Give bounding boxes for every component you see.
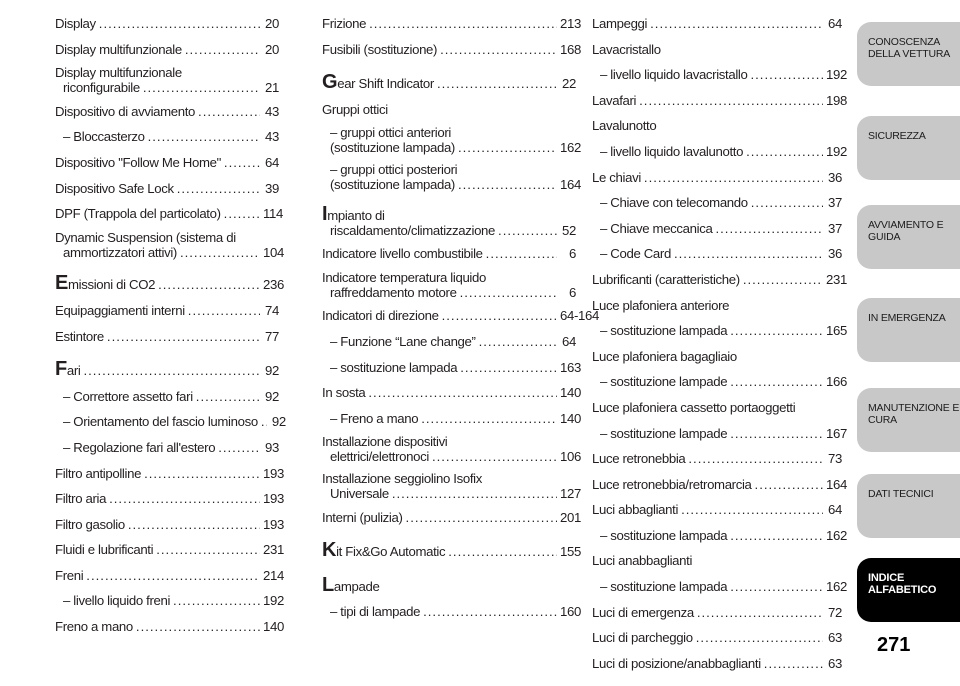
- section-initial-letter: I: [322, 202, 328, 225]
- index-page-number: 167: [826, 425, 847, 441]
- index-entry-label: Luce plafoniera cassetto portaoggetti: [592, 399, 796, 415]
- index-entry: [322, 125, 581, 162]
- dot-leader: [261, 412, 267, 431]
- index-entry: [592, 168, 842, 194]
- index-entry-label: – sostituzione lampada: [600, 323, 728, 339]
- section-initial-letter: E: [55, 272, 68, 295]
- index-entry-label: Luce plafoniera anteriore: [592, 297, 730, 313]
- index-page-number: 63: [828, 655, 842, 671]
- dot-leader: [715, 219, 823, 238]
- index-entry: [55, 617, 284, 643]
- index-entry: [55, 489, 284, 515]
- dot-leader: [644, 168, 823, 187]
- index-entry: [322, 434, 581, 471]
- index-entry-label: [55, 274, 155, 294]
- index-page-number: 140: [263, 619, 284, 635]
- index-entry-label: Filtro gasolio: [55, 516, 125, 532]
- index-page-number: 64-164: [560, 308, 599, 324]
- index-entry: [322, 383, 581, 409]
- dot-leader: [696, 628, 823, 647]
- index-entry-label: – sostituzione lampada: [600, 579, 728, 595]
- dot-leader: [730, 577, 823, 596]
- dot-leader: [639, 91, 823, 110]
- dot-leader: [224, 204, 260, 223]
- index-entry-label: [55, 360, 80, 380]
- index-entry: [592, 551, 842, 577]
- index-entry-label: Installazione dispositivi: [322, 434, 448, 450]
- index-entry-label: Dispositivo Safe Lock: [55, 180, 174, 196]
- index-entry-label: Filtro aria: [55, 491, 107, 507]
- index-entry: [55, 102, 279, 128]
- index-entry-label: Universale: [330, 485, 389, 501]
- index-page-number: 213: [560, 16, 581, 31]
- index-entry: [592, 270, 847, 296]
- index-entry-label: Fusibili (sostituzione): [322, 41, 438, 57]
- index-entry-label: – livello liquido freni: [63, 593, 171, 609]
- section-tab-sicurezza[interactable]: [857, 116, 960, 180]
- section-initial-letter: K: [322, 539, 337, 562]
- dot-leader: [224, 153, 260, 172]
- index-entry: [55, 540, 284, 566]
- index-entry-label: Lampeggi: [592, 16, 648, 31]
- index-page-number: 43: [265, 103, 279, 119]
- section-tab-conoscenza-della-vettura[interactable]: [857, 22, 960, 86]
- dot-leader: [442, 306, 557, 325]
- dot-leader: [83, 361, 260, 380]
- index-entry-label: – Chiave con telecomando: [600, 195, 748, 211]
- index-page-number: 21: [265, 80, 279, 96]
- index-page-number: 192: [826, 67, 847, 83]
- dot-leader: [674, 244, 823, 263]
- dot-leader: [730, 424, 823, 443]
- index-entry-label: – sostituzione lampada: [330, 359, 458, 375]
- page-number: 271: [877, 634, 911, 656]
- index-entry: [592, 347, 842, 373]
- index-entry: [55, 360, 279, 387]
- index-entry: [592, 321, 847, 347]
- index-entry: [592, 654, 842, 680]
- index-entry-label: Indicatori di direzione: [322, 308, 439, 324]
- index-entry-label: – gruppi ottici anteriori: [330, 125, 451, 141]
- index-page-number: 201: [560, 509, 581, 525]
- index-entry-label: DPF (Trappola del particolato): [55, 206, 221, 222]
- index-entry: [55, 412, 286, 438]
- index-entry-label: Fluidi e lubrificanti: [55, 542, 154, 558]
- index-entry-label: (sostituzione lampada): [330, 176, 455, 192]
- index-entry-label: Lavafari: [592, 92, 637, 108]
- dot-leader: [188, 301, 260, 320]
- index-entry: [592, 91, 847, 117]
- dot-leader: [368, 383, 557, 402]
- dot-leader: [743, 270, 823, 289]
- index-entry-label: – Orientamento del fascio luminoso: [63, 414, 258, 430]
- index-page-number: 192: [263, 593, 284, 609]
- index-column-2: [322, 14, 599, 628]
- index-page-number: 104: [263, 244, 284, 260]
- index-entry-label: Interni (pulizia): [322, 509, 403, 525]
- dot-leader: [148, 127, 260, 146]
- section-tab-label: AVVIAMENTO E GUIDA: [868, 219, 944, 243]
- index-page-number: 20: [265, 16, 279, 31]
- index-page-number: 36: [828, 246, 842, 262]
- index-page-number: 6: [569, 284, 576, 300]
- index-page-number: 22: [562, 76, 576, 92]
- index-page-number: 39: [265, 180, 279, 196]
- dot-leader: [681, 500, 823, 519]
- dot-leader: [764, 654, 823, 673]
- index-entry: [55, 153, 279, 179]
- dot-leader: [458, 140, 557, 155]
- dot-leader: [421, 409, 557, 428]
- dot-leader: [177, 179, 260, 198]
- index-entry-label: – Freno a mano: [330, 410, 419, 426]
- index-entry-label: – sostituzione lampada: [600, 527, 728, 543]
- index-entry: [322, 470, 581, 508]
- dot-leader: [99, 14, 260, 33]
- index-entry: [55, 591, 284, 617]
- index-entry-label: – Correttore assetto fari: [63, 388, 193, 404]
- index-page-number: 193: [263, 516, 284, 532]
- dot-leader: [730, 526, 823, 545]
- dot-leader: [432, 449, 557, 464]
- dot-leader: [369, 14, 557, 33]
- index-entry-label: Luci di parcheggio: [592, 630, 693, 646]
- dot-leader: [750, 65, 823, 84]
- index-entry-label-rest: missioni di CO2: [68, 277, 156, 293]
- dot-leader: [460, 285, 557, 300]
- index-entry: [322, 161, 581, 199]
- index-page-number: 164: [560, 176, 581, 192]
- index-page-number: 163: [560, 359, 581, 375]
- section-tab-label: DATI TECNICI: [868, 488, 934, 500]
- dot-leader: [173, 591, 260, 610]
- section-sidebar: [857, 0, 960, 686]
- index-entry: [592, 116, 842, 142]
- index-entry: [322, 508, 581, 534]
- dot-leader: [180, 245, 260, 260]
- dot-leader: [423, 602, 557, 621]
- section-tab-label: IN EMERGENZA: [868, 312, 946, 324]
- index-entry-label: [322, 73, 434, 93]
- index-entry: [592, 65, 847, 91]
- index-entry: [55, 14, 279, 40]
- dot-leader: [479, 332, 557, 351]
- index-entry: [592, 296, 842, 322]
- index-page-number: 231: [826, 271, 847, 287]
- index-entry-label: – livello liquido lavacristallo: [600, 67, 748, 83]
- index-page-number: 193: [263, 465, 284, 481]
- index-entry: [55, 515, 284, 541]
- index-page-number: 162: [560, 140, 581, 156]
- index-entry-label-rest: ari: [66, 363, 81, 379]
- index-entry-label: – gruppi ottici posteriori: [330, 161, 458, 177]
- index-page-number: 231: [263, 542, 284, 558]
- index-entry: [592, 372, 847, 398]
- index-entry: [592, 40, 842, 66]
- index-entry-label: raffreddamento motore: [330, 284, 457, 300]
- index-entry: [592, 475, 847, 501]
- section-initial-letter: F: [55, 358, 67, 381]
- index-entry-label: Luci abbaglianti: [592, 502, 679, 518]
- index-entry-label: – livello liquido lavalunotto: [600, 143, 744, 159]
- index-entry-label: riconfigurabile: [63, 80, 140, 96]
- index-entry-label-rest: ampade: [333, 578, 380, 594]
- index-page-number: 236: [263, 277, 284, 293]
- index-entry-label: – sostituzione lampade: [600, 425, 728, 441]
- index-entry-label: Estintore: [55, 328, 104, 344]
- index-entry-label: – tipi di lampade: [330, 604, 421, 620]
- dot-leader: [185, 40, 260, 59]
- index-page-number: 155: [560, 544, 581, 560]
- index-page-number: 52: [562, 222, 576, 238]
- index-entry-label: [322, 202, 385, 225]
- index-page-number: 165: [826, 323, 847, 339]
- index-page-number: 162: [826, 527, 847, 543]
- index-entry-label: Indicatore livello combustibile: [322, 246, 483, 262]
- index-page-number: 127: [560, 485, 581, 501]
- index-entry: [592, 500, 842, 526]
- index-entry: [322, 306, 599, 332]
- index-page-number: 20: [265, 41, 279, 57]
- dot-leader: [751, 193, 823, 212]
- section-initial-letter: L: [322, 573, 334, 596]
- index-entry: [322, 202, 576, 245]
- index-page-number: 37: [828, 195, 842, 211]
- index-entry: [592, 449, 842, 475]
- index-entry: [592, 219, 842, 245]
- index-entry-label: Dispositivo "Follow Me Home": [55, 154, 221, 170]
- index-page-number: 73: [828, 451, 842, 467]
- dot-leader: [156, 540, 260, 559]
- index-entry-label-rest: it Fix&Go Automatic: [336, 544, 446, 560]
- section-tab-label: INDICE ALFABETICO: [868, 572, 937, 596]
- dot-leader: [128, 515, 260, 534]
- section-tab-manutenzione-e-cura[interactable]: [857, 388, 960, 452]
- index-page-number: 6: [569, 246, 576, 262]
- index-column-3: [592, 14, 847, 679]
- index-page-number: 106: [560, 449, 581, 465]
- index-entry-label: [322, 573, 380, 596]
- index-entry: [55, 327, 279, 353]
- index-entry: [592, 193, 842, 219]
- index-entry-label: – Code Card: [600, 246, 671, 262]
- dot-leader: [196, 387, 260, 406]
- index-entry-label: Luce retronebbia/retromarcia: [592, 476, 752, 492]
- index-entry: [55, 204, 283, 230]
- index-entry-label: Luci anabbaglianti: [592, 553, 693, 569]
- dot-leader: [158, 275, 260, 294]
- index-entry-label: Installazione seggiolino Isofix: [322, 470, 482, 486]
- dot-leader: [136, 617, 260, 636]
- index-page-number: 37: [828, 220, 842, 236]
- index-page-number: 164: [826, 476, 847, 492]
- index-entry: [592, 142, 847, 168]
- index-page-number: 77: [265, 328, 279, 344]
- index-page-number: 64: [562, 333, 576, 349]
- index-entry: [55, 464, 284, 490]
- index-page-number: 162: [826, 579, 847, 595]
- section-tab-dati-tecnici[interactable]: [857, 474, 960, 538]
- index-entry: [322, 539, 581, 568]
- index-entry: [55, 40, 279, 66]
- index-page-number: 140: [560, 385, 581, 401]
- index-entry-label: Display: [55, 16, 96, 31]
- dot-leader: [650, 14, 823, 33]
- index-entry-label: Filtro antipolline: [55, 465, 142, 481]
- index-page-number: 198: [826, 92, 847, 108]
- index-entry-label: Le chiavi: [592, 169, 641, 185]
- index-entry: [592, 244, 842, 270]
- index-entry: [592, 577, 847, 603]
- index-entry-label: Luce retronebbia: [592, 451, 686, 467]
- dot-leader: [460, 358, 557, 377]
- index-entry-label: In sosta: [322, 385, 366, 401]
- dot-leader: [697, 603, 823, 622]
- index-page-number: 74: [265, 302, 279, 318]
- index-entry-label: Display multifunzionale: [55, 65, 182, 81]
- section-tab-in-emergenza[interactable]: [857, 298, 960, 362]
- section-tab-label: SICUREZZA: [868, 130, 926, 142]
- index-entry-label: – Funzione “Lane change”: [330, 333, 476, 349]
- index-entry: [592, 14, 842, 40]
- index-entry: [592, 628, 842, 654]
- dot-leader: [218, 438, 260, 457]
- index-entry-label: Freni: [55, 567, 84, 583]
- dot-leader: [392, 486, 557, 501]
- index-entry-label: Luce plafoniera bagagliaio: [592, 348, 737, 364]
- index-entry: [322, 409, 581, 435]
- index-entry: [55, 229, 284, 267]
- section-tab-label: MANUTENZIONE E CURA: [868, 402, 960, 426]
- index-entry: [322, 14, 581, 40]
- index-entry-label: – sostituzione lampade: [600, 374, 728, 390]
- section-tab-avviamento-e-guida[interactable]: [857, 205, 960, 269]
- index-page-number: 192: [826, 143, 847, 159]
- index-page-number: 43: [265, 129, 279, 145]
- index-entry: [322, 602, 581, 628]
- index-entry-label: Dispositivo di avviamento: [55, 103, 196, 119]
- index-page-number: 92: [265, 363, 279, 379]
- index-entry: [55, 179, 279, 205]
- index-page-number: 214: [263, 567, 284, 583]
- index-entry: [55, 301, 279, 327]
- index-page-number: 93: [265, 439, 279, 455]
- index-entry-label: Indicatore temperatura liquido: [322, 269, 486, 285]
- index-page-number: 114: [263, 206, 283, 222]
- index-entry: [55, 387, 279, 413]
- dot-leader: [107, 327, 260, 346]
- index-entry-label: Luci di emergenza: [592, 604, 694, 620]
- index-page-number: 64: [828, 16, 842, 31]
- index-entry: [55, 65, 279, 102]
- index-entry-label: (sostituzione lampada): [330, 140, 455, 156]
- dot-leader: [143, 80, 260, 95]
- index-entry-label: [322, 541, 445, 561]
- index-page-number: 36: [828, 169, 842, 185]
- index-entry-label: Luci di posizione/anabbaglianti: [592, 655, 761, 671]
- index-entry-label: – Bloccasterzo: [63, 129, 145, 145]
- dot-leader: [406, 508, 557, 527]
- index-entry-label: Display multifunzionale: [55, 41, 182, 57]
- dot-leader: [458, 177, 557, 192]
- index-page-number: 168: [560, 41, 581, 57]
- index-entry: [592, 424, 847, 450]
- section-tab-label: CONOSCENZA DELLA VETTURA: [868, 36, 951, 60]
- index-entry: [322, 100, 576, 126]
- index-page-number: 92: [265, 388, 279, 404]
- index-entry-label: Lavalunotto: [592, 118, 657, 134]
- index-entry-label: – Chiave meccanica: [600, 220, 713, 236]
- dot-leader: [198, 102, 260, 121]
- dot-leader: [86, 566, 260, 585]
- index-entry-label: Equipaggiamenti interni: [55, 302, 185, 318]
- index-entry: [322, 358, 581, 384]
- index-entry-label: Frizione: [322, 16, 367, 31]
- index-entry-label: Lubrificanti (caratteristiche): [592, 271, 740, 287]
- index-page-number: 64: [828, 502, 842, 518]
- dot-leader: [755, 475, 823, 494]
- index-entry: [322, 73, 576, 100]
- index-page-number: 64: [265, 154, 279, 170]
- index-entry: [322, 332, 576, 358]
- index-page-number: 140: [560, 410, 581, 426]
- section-tab-indice-alfabetico[interactable]: [857, 558, 960, 622]
- index-page-number: 160: [560, 604, 581, 620]
- dot-leader: [730, 372, 823, 391]
- index-page-number: 72: [828, 604, 842, 620]
- index-entry: [55, 438, 279, 464]
- index-entry-label: Gruppi ottici: [322, 101, 388, 117]
- index-entry-label: – Regolazione fari all'estero: [63, 439, 216, 455]
- index-entry-label: elettrici/elettronoci: [330, 449, 429, 465]
- index-entry: [592, 398, 842, 424]
- dot-leader: [109, 489, 260, 508]
- index-entry-label: Lavacristallo: [592, 41, 661, 57]
- dot-leader: [688, 449, 823, 468]
- index-entry-label: Freno a mano: [55, 619, 133, 635]
- index-entry: [55, 127, 279, 153]
- dot-leader: [486, 244, 557, 263]
- index-page-number: 193: [263, 491, 284, 507]
- index-page-number: 63: [828, 630, 842, 646]
- index-column-1: [55, 14, 286, 643]
- index-entry: [322, 244, 576, 270]
- dot-leader: [437, 74, 557, 93]
- index-page-number: 92: [271, 414, 286, 430]
- dot-leader: [448, 542, 557, 561]
- index-entry: [322, 270, 576, 307]
- index-page-number: 166: [826, 374, 847, 390]
- index-entry: [55, 272, 284, 301]
- index-entry: [592, 526, 847, 552]
- section-initial-letter: G: [322, 71, 338, 94]
- dot-leader: [498, 223, 557, 238]
- dot-leader: [440, 40, 557, 59]
- dot-leader: [730, 321, 823, 340]
- index-entry: [592, 603, 842, 629]
- index-entry-label-rest: mpianto di: [327, 207, 385, 223]
- index-entry-label: riscaldamento/climatizzazione: [330, 222, 496, 238]
- dot-leader: [144, 464, 260, 483]
- index-entry: [322, 573, 576, 603]
- index-entry-label: ammortizzatori attivi): [63, 244, 177, 260]
- dot-leader: [746, 142, 823, 161]
- index-entry-label: Dynamic Suspension (sistema di: [55, 229, 236, 245]
- index-entry: [322, 40, 581, 66]
- index-entry: [55, 566, 284, 592]
- index-entry-label-rest: ear Shift Indicator: [337, 76, 434, 92]
